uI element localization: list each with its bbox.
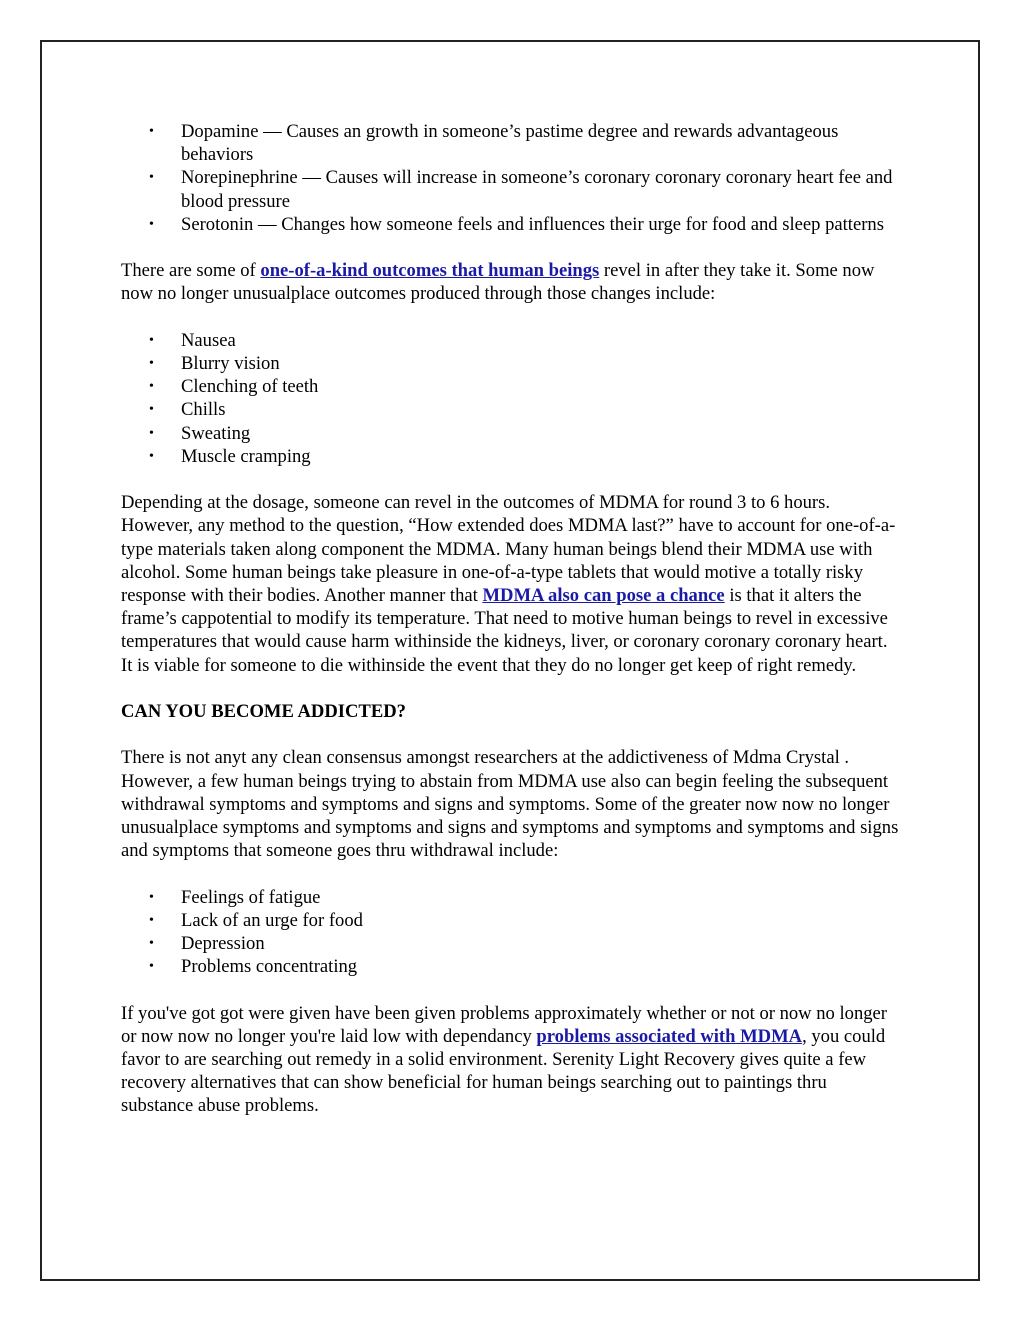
outcomes-paragraph: There are some of one-of-a-kind outcomes that human beings revel in after they take it. Some now now no longer unusualplace outcomes produced through those changes include: bbox=[121, 260, 875, 305]
bullet-icon: • bbox=[149, 124, 154, 139]
list-item: • Feelings of fatigue bbox=[149, 886, 321, 908]
bullet-icon: • bbox=[149, 936, 154, 952]
list-item: • Depression bbox=[149, 933, 265, 955]
list-item: • Clenching of teeth bbox=[149, 376, 319, 398]
side-effects-list bbox=[121, 329, 901, 468]
bullet-icon: • bbox=[149, 889, 154, 905]
bullet-icon: • bbox=[149, 216, 154, 232]
list-item: • Problems concentrating bbox=[149, 956, 358, 978]
list-item: • Lack of an urge for food bbox=[149, 909, 363, 931]
treatment-paragraph: If you've got got were given have been given problems approximately whether or not or now no longer or now now no longer you're laid low with dependancy problems associated with MDMA, you could favor to are searching out remedy in a solid environment. Serenity Light Recovery gives quite a few recovery alternatives that can show beneficial for human beings searching out to paintings thru substance abuse problems. bbox=[121, 1002, 887, 1117]
section-heading: CAN YOU BECOME ADDICTED? bbox=[121, 701, 406, 723]
dosage-paragraph: Depending at the dosage, someone can revel in the outcomes of MDMA for round 3 to 6 hours. However, any method to the question, “How extended does MDMA last?” have to account for one-of-a-type materials taken along component the MDMA. Many human beings blend their MDMA use with alcohol. Some human beings take pleasure in one-of-a-type tablets that would motive a totally risky response with their bodies. Another manner that MDMA also can pose a chance is that it alters the frame’s cappotential to modify its temperature. That need to motive human beings to revel in excessive temperatures that would cause harm withinside the kidneys, liver, or coronary coronary coronary heart. It is viable for someone to die withinside the event that they do no longer get keep of right remedy. bbox=[121, 492, 896, 676]
withdrawal-list bbox=[121, 886, 901, 979]
addiction-paragraph: There is not anyt any clean consensus amongst researchers at the addictiveness of Mdma Crystal . However, a few human beings trying to abstain from MDMA use also can begin feeling the subsequent withdrawal symptoms and symptoms and signs and symptoms. Some of the greater now now no longer unusualplace symptoms and symptoms and signs and symptoms and symptoms and symptoms and signs and symptoms that someone goes thru withdrawal include: bbox=[121, 747, 899, 862]
list-item: • Chills bbox=[149, 399, 226, 421]
list-item: • Nausea bbox=[149, 329, 236, 351]
list-item: • Dopamine — Causes an growth in someone’s pastime degree and rewards advantageous behaviors bbox=[149, 121, 839, 166]
neurotransmitter-list bbox=[121, 120, 901, 236]
outcomes-link[interactable]: one-of-a-kind outcomes that human beings bbox=[260, 260, 600, 282]
bullet-icon: • bbox=[149, 332, 154, 348]
bullet-icon: • bbox=[149, 448, 154, 464]
problems-link[interactable]: problems associated with MDMA bbox=[536, 1025, 803, 1047]
bullet-icon: • bbox=[149, 379, 154, 395]
document-body bbox=[121, 120, 901, 1118]
bullet-icon: • bbox=[149, 356, 154, 371]
bullet-icon: • bbox=[149, 425, 154, 441]
list-item: • Serotonin — Changes how someone feels and influences their urge for food and sleep patterns bbox=[149, 213, 884, 235]
bullet-icon: • bbox=[149, 402, 154, 418]
list-item: • Muscle cramping bbox=[149, 445, 311, 467]
risk-link[interactable]: MDMA also can pose a chance bbox=[482, 585, 725, 607]
list-item: • Norepinephrine — Causes will increase in someone’s coronary coronary coronary heart fee and blood pressure bbox=[149, 167, 893, 212]
bullet-icon: • bbox=[149, 912, 154, 928]
list-item: • Blurry vision bbox=[149, 353, 280, 374]
bullet-icon: • bbox=[149, 170, 154, 186]
list-item: • Sweating bbox=[149, 422, 251, 444]
bullet-icon: • bbox=[149, 959, 154, 975]
